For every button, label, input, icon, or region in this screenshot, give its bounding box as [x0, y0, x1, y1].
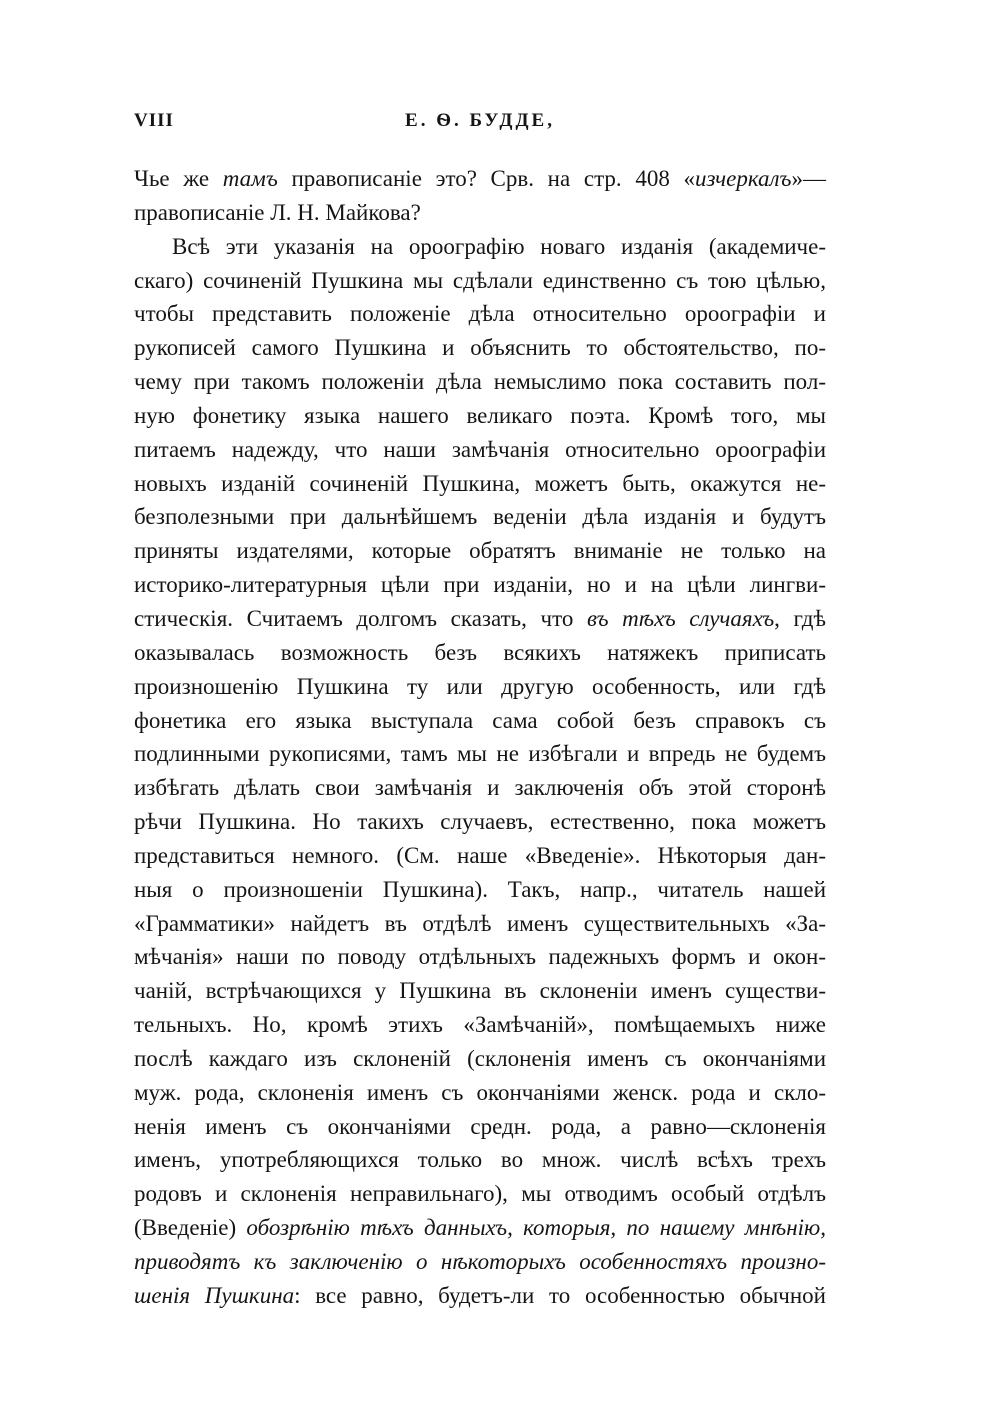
text-run: подлинными рукописями, тамъ мы не избѣгали и впредь не будемъ	[134, 741, 826, 767]
text-line	[134, 500, 826, 534]
text-run: стическія. Считаемъ долгомъ сказать, что	[134, 605, 587, 631]
text-run: скаго) сочиненій Пушкина мы сдѣлали единственно съ тою цѣлью,	[134, 267, 826, 293]
text-line	[134, 940, 826, 974]
text-line	[134, 670, 826, 704]
text-run: , гдѣ	[774, 605, 826, 631]
text-line	[134, 1143, 826, 1177]
text-run: новыхъ изданій сочиненій Пушкина, можетъ быть, окажутся не-	[134, 470, 826, 496]
text-line	[134, 1177, 826, 1211]
text-line	[134, 399, 826, 433]
text-line	[134, 1110, 826, 1144]
text-run: историко-литературныя цѣли при изданіи, но и на цѣли лингви-	[134, 572, 826, 598]
text-run: питаемъ надежду, что наши замѣчанія относительно ороографіи	[134, 436, 826, 462]
text-run: чтобы представить положеніе дѣла относительно ороографіи и	[134, 301, 826, 327]
text-run: фонетика его языка выступала сама собой безъ справокъ съ	[134, 707, 826, 733]
page-header	[134, 110, 826, 140]
text-run: Чье же	[134, 166, 223, 191]
text-line	[134, 602, 826, 636]
text-line	[134, 636, 826, 670]
text-line	[134, 331, 826, 365]
text-line	[134, 534, 826, 568]
text-line	[134, 907, 826, 941]
text-line	[134, 805, 826, 839]
text-line	[134, 1245, 826, 1279]
text-run: «Грамматики» найдетъ въ отдѣлѣ именъ существительныхъ «За-	[134, 910, 826, 936]
text-line	[134, 568, 826, 602]
text-run: правописаніе это? Срв. на стр. 408 «	[277, 166, 695, 191]
text-line	[134, 839, 826, 873]
text-line	[134, 1279, 826, 1313]
text-line	[134, 771, 826, 805]
text-line	[134, 297, 826, 331]
text-run: »—	[791, 166, 826, 191]
text-line	[134, 704, 826, 738]
text-line	[134, 467, 826, 501]
text-run: : все равно, будетъ-ли то особенностью обычной	[294, 1282, 826, 1308]
text-run: безполезными при дальнѣйшемъ веденіи дѣла изданія и будутъ	[134, 504, 826, 530]
text-run: мѣчанія» наши по поводу отдѣльныхъ падежныхъ формъ и окон-	[134, 944, 826, 970]
text-run: ненія именъ съ окончаніями средн. рода, а равно—склоненія	[134, 1113, 826, 1139]
text-run: рѣчи Пушкина. Но такихъ случаевъ, естественно, пока можетъ	[134, 809, 826, 835]
text-line	[134, 1008, 826, 1042]
text-line	[134, 974, 826, 1008]
italic-text: изчеркалъ	[694, 166, 792, 191]
text-line	[134, 162, 826, 196]
text-run: избѣгать дѣлать свои замѣчанія и заключенія объ этой сторонѣ	[134, 775, 826, 801]
italic-text: тамъ	[222, 166, 278, 191]
running-head: Е. Ѳ. БУДДЕ,	[405, 110, 555, 131]
page-number: VIII	[134, 110, 174, 131]
italic-text: обозрѣнію тѣхъ данныхъ, которыя, по нашему мнѣнію,	[246, 1215, 827, 1241]
text-line	[134, 737, 826, 771]
text-line	[134, 1076, 826, 1110]
text-line	[134, 1211, 826, 1245]
text-run: (Введеніе)	[134, 1215, 247, 1241]
text-run: оказывалась возможность безъ всякихъ натяжекъ приписать	[134, 639, 826, 665]
text-run: чаній, встрѣчающихся у Пушкина въ склоненіи именъ существи-	[134, 978, 826, 1004]
text-line	[134, 196, 826, 230]
body-text	[134, 162, 826, 1313]
italic-text: приводятъ къ заключенію о нѣкоторыхъ особенностяхъ произно-	[134, 1249, 826, 1274]
text-run: правописаніе Л. Н. Майкова?	[134, 199, 421, 225]
text-run: муж. рода, склоненія именъ съ окончаніями женск. рода и скло-	[134, 1079, 826, 1105]
text-run: именъ, употребляющихся только во множ. числѣ всѣхъ трехъ	[134, 1147, 826, 1173]
text-run: Всѣ эти указанія на ороографію новаго изданія (академиче-	[172, 233, 826, 259]
italic-text: въ тѣхъ случаяхъ	[586, 605, 775, 631]
italic-text: шенія Пушкина	[134, 1282, 295, 1308]
text-run: послѣ каждаго изъ склоненій (склоненія именъ съ окончаніями	[134, 1045, 826, 1071]
text-run: рукописей самого Пушкина и объяснить то обстоятельство, по-	[134, 335, 826, 361]
text-run: чему при такомъ положеніи дѣла немыслимо пока составить пол-	[134, 369, 826, 395]
text-run: ныя о произношеніи Пушкина). Такъ, напр., читатель нашей	[134, 876, 826, 902]
text-run: произношенію Пушкина ту или другую особенность, или гдѣ	[134, 673, 826, 699]
text-line	[134, 873, 826, 907]
text-line	[134, 230, 826, 264]
text-run: родовъ и склоненія неправильнаго), мы отводимъ особый отдѣлъ	[134, 1181, 826, 1207]
text-line	[134, 264, 826, 298]
text-line	[134, 1042, 826, 1076]
text-line	[134, 433, 826, 467]
text-run: ную фонетику языка нашего великаго поэта. Кромѣ того, мы	[134, 402, 826, 428]
text-line	[134, 365, 826, 399]
text-run: представиться немного. (См. наше «Введеніе». Нѣкоторыя дан-	[134, 842, 826, 868]
text-run: приняты издателями, которые обратятъ вниманіе не только на	[134, 538, 826, 564]
text-run: тельныхъ. Но, кромѣ этихъ «Замѣчаній», помѣщаемыхъ ниже	[134, 1012, 826, 1038]
